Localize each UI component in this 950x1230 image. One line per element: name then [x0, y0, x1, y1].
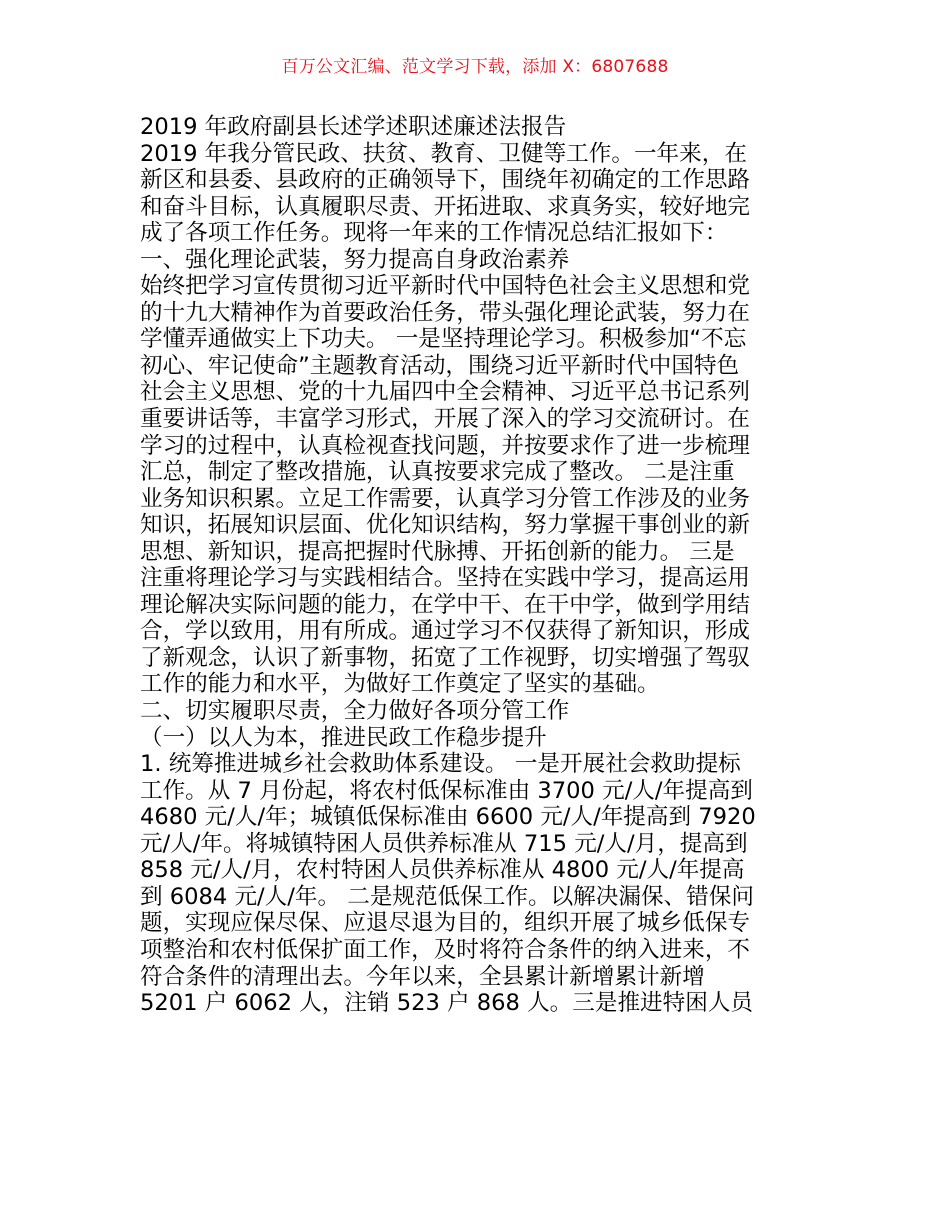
text-line: 工作。从 7 月份起，将农村低保标准由 3700 元/人/年提高到 [140, 777, 753, 804]
text-line: 858 元/人/月，农村特困人员供养标准从 4800 元/人/年提高 [140, 857, 745, 884]
subsection-heading: （一）以人为本，推进民政工作稳步提升 [140, 724, 547, 751]
text-line: 思想、新知识，提高把握时代脉搏、开拓创新的能力。 三是 [140, 538, 735, 565]
text-line: 业务知识积累。立足工作需要，认真学习分管工作涉及的业务 [140, 485, 751, 512]
document-title: 2019 年政府副县长述学述职述廉述法报告 [140, 114, 567, 140]
text-line: 汇总，制定了整改措施，认真按要求完成了整改。 二是注重 [140, 459, 735, 486]
text-line: 项整治和农村低保扩面工作，及时将符合条件的纳入进来，不 [140, 936, 751, 963]
text-line: 知识，拓展知识层面、优化知识结构，努力掌握干事创业的新 [140, 512, 751, 539]
text-line: 到 6084 元/人/年。 二是规范低保工作。以解决漏保、错保问 [140, 883, 754, 910]
text-line: 理论解决实际问题的能力，在学中干、在干中学，做到学用结 [140, 591, 751, 618]
text-line: 新区和县委、县政府的正确领导下，围绕年初确定的工作思路 [140, 167, 751, 194]
text-line: 和奋斗目标，认真履职尽责、开拓进取、求真务实，较好地完 [140, 193, 751, 220]
text-line: 题，实现应保尽保、应退尽退为目的，组织开展了城乡低保专 [140, 910, 751, 937]
watermark-header: 百万公文汇编、范文学习下载，添加 X：6807688 [281, 57, 669, 77]
text-line: 成了各项工作任务。现将一年来的工作情况总结汇报如下： [140, 220, 728, 247]
text-line: 符合条件的清理出去。今年以来，全县累计新增累计新增 [140, 963, 705, 990]
text-line: 重要讲话等，丰富学习形式，开展了深入的学习交流研讨。在 [140, 406, 751, 433]
text-line: 的十九大精神作为首要政治任务，带头强化理论武装，努力在 [140, 299, 751, 326]
text-line: 1. 统筹推进城乡社会救助体系建设。 一是开展社会救助提标 [140, 751, 741, 778]
text-line: 工作的能力和水平，为做好工作奠定了坚实的基础。 [140, 671, 660, 698]
section-heading: 一、强化理论武装，努力提高自身政治素养 [140, 246, 570, 273]
text-line: 始终把学习宣传贯彻习近平新时代中国特色社会主义思想和党 [140, 273, 751, 300]
text-line: 学懂弄通做实上下功夫。 一是坚持理论学习。积极参加“不忘 [140, 326, 747, 353]
text-line: 学习的过程中，认真检视查找问题，并按要求作了进一步梳理 [140, 432, 751, 459]
text-line: 4680 元/人/年；城镇低保标准由 6600 元/人/年提高到 7920 [140, 804, 756, 831]
document-body [140, 114, 820, 1017]
text-line: 注重将理论学习与实践相结合。坚持在实践中学习，提高运用 [140, 565, 751, 592]
text-line: 元/人/年。将城镇特困人员供养标准从 715 元/人/月，提高到 [140, 830, 748, 857]
text-line: 社会主义思想、党的十九届四中全会精神、习近平总书记系列 [140, 379, 751, 406]
text-line: 初心、牢记使命”主题教育活动，围绕习近平新时代中国特色 [140, 352, 740, 379]
text-line: 合，学以致用，用有所成。通过学习不仅获得了新知识，形成 [140, 618, 751, 645]
text-line: 2019 年我分管民政、扶贫、教育、卫健等工作。一年来，在 [140, 140, 747, 167]
text-line: 了新观念，认识了新事物，拓宽了工作视野，切实增强了驾驭 [140, 644, 751, 671]
section-heading: 二、切实履职尽责，全力做好各项分管工作 [140, 698, 570, 725]
text-line: 5201 户 6062 人，注销 523 户 868 人。三是推进特困人员 [140, 990, 754, 1017]
